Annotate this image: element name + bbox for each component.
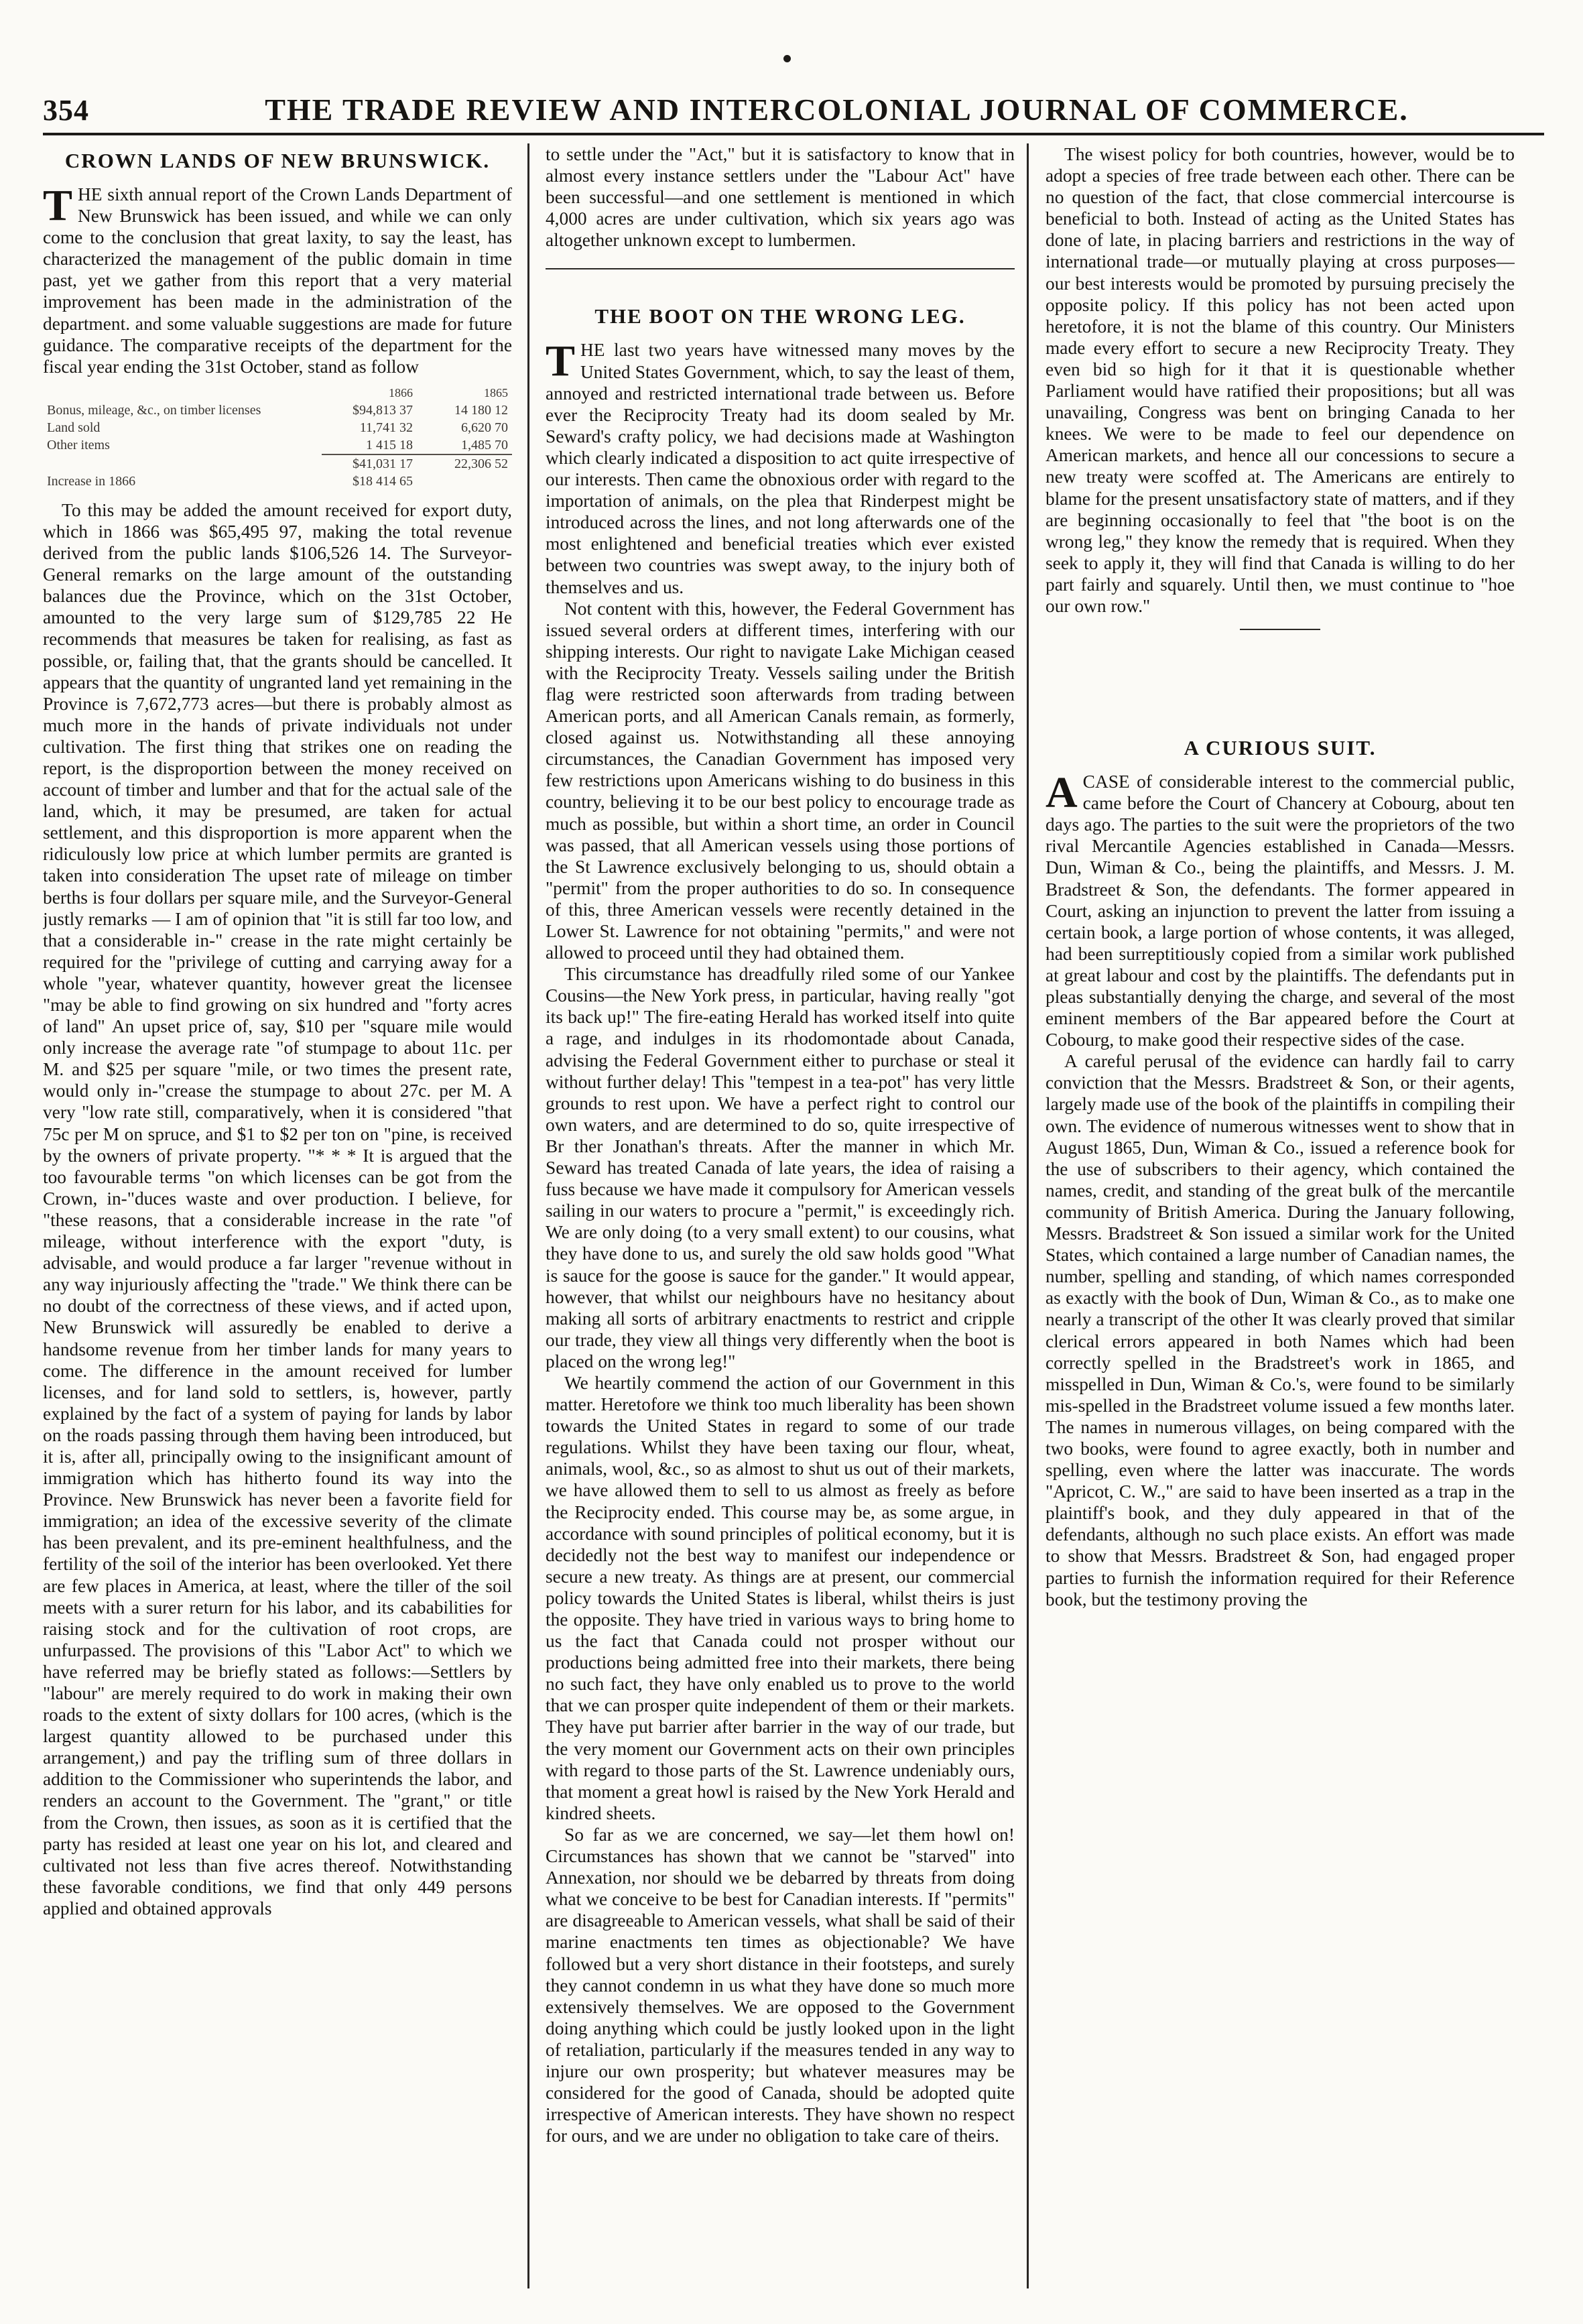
table-total-row — [43, 454, 512, 473]
article-crown-lands — [43, 149, 512, 1919]
table-header: 1866 — [389, 385, 413, 400]
table-cell: Land sold — [47, 420, 101, 435]
table-cell: Bonus, mileage, &c., on timber licenses — [47, 402, 261, 418]
table-cell: 22,306 52 — [417, 454, 512, 473]
column-rule — [527, 143, 529, 2288]
article-paragraph: to settle under the "Act," but it is satisfactory to know that in almost every instance settlers under the "Labour Act" have been successful—and one settlement is mentioned in which 4,000 acres are under cultivation, which six years ago was altogether unknown except to lumbermen. — [546, 144, 1015, 251]
table-header: 1865 — [484, 385, 508, 400]
table-row — [43, 402, 512, 419]
journal-title: THE TRADE REVIEW AND INTERCOLONIAL JOURNAL OF COMMERCE. — [265, 93, 1409, 127]
column-2 — [546, 143, 1015, 2295]
table-header-row — [43, 384, 512, 402]
column-1 — [43, 143, 512, 2295]
article-paragraph: Not content with this, however, the Federal Government has issued several orders at different times, interfering with our shipping interests. Our right to navigate Lake Michigan ceased with the Reciprocity Treaty. Vessels sailing under the British flag were restricted soon afterwards from trading between American ports, and all American Canals remain, as formerly, closed against us. Notwithstanding all these annoying circumstances, the Canadian Government has imposed very few restrictions upon Americans wishing to do business in this country, believing it to be our best policy to encourage trade as much as possible, but within a short time, an order in Council was passed, that all American vessels using those portions of the St Lawrence exclusively belonging to us, should obtain a "permit" from the proper authorities to do so. In consequence of this, three American vessels were recently detained in the Lower St. Lawrence for not obtaining "permits," and were not allowed to proceed until they had obtained them. — [546, 598, 1015, 963]
article-paragraph: To this may be added the amount received for export duty, which in 1866 was $65,495 97, making the total revenue derived from the public lands $106,526 14. The Surveyor-General remarks on the large amount of the outstanding balances due the Province, which on the 31st October, amounted to the very large sum of $129,785 22 He recommends that measures be taken for realising, as fast as possible, or, failing that, that the grants should be cancelled. It appears that the quantity of ungranted land yet remaining in the Province is 7,672,773 acres—but there is probably almost as much more in the hands of private individuals not under cultivation. The first thing that strikes one on reading the report, is the disproportion between the money received on account of timber and lumber and that for the actual sale of the land, which, it may be presumed, are taken for actual settlement, and this disproportion is more apparent when the ridiculously low price at which lumber permits are granted is taken into consideration The upset rate of mileage on timber berths is four dollars per square mile, and the Surveyor-General justly remarks — I am of opinion that "it is still far too low, and that a considerable in-" crease in the rate might certainly be required for the "privilege of cutting and carrying away for a whole "year, whatever quantity, however great the licensee "may be able to find growing on six hundred and "forty acres of land" An upset price of, say, $10 per "square mile would only increase the average rate "of stumpage to about 11c. per M. and $25 per square "mile, or two times the present rate, would only in-"crease the stumpage to about 27c. per M. A very "low rate still, comparatively, when it is considered "that 75c per M on spruce, and $1 to $2 per ton on "pine, is received by the owners of private property. "* * * It is argued that the too favourable terms "on which licenses can be got from the Crown, in-"duces waste and over production. I believe, for "these reasons, that a considerable increase in the rate "of mileage, without interference with the export "duty, is advisable, and would produce a far larger "revenue without in any way injuriously affecting the "trade." We think there can be no doubt of the correctness of these views, and if acted upon, New Brunswick will assuredly be enabled to derive a handsome revenue from her timber lands for many years to come. The difference in the amount received for lumber licenses, and for land sold to settlers, is, however, partly explained by the fact of a system of paying for lands by labor on the roads passing through them having been introduced, but it is, after all, principally owing to the insignificant amount of immigration which has hitherto found its way into the Province. New Brunswick has never been a favorite field for immigration; an idea of the excessive severity of the climate has been prevalent, and its pre-eminent healthfulness, and the fertility of the soil of the interior has been overlooked. Yet there are few places in America, at least, where the tiller of the soil meets with a surer return for his labor, and its cababilities for raising stock and for the cultivation of root crops, are unfurpassed. The provisions of this "Labor Act" to which we have referred may be briefly stated as follows:—Settlers by "labour" are merely required to do work in making their own roads to the extent of sixty dollars for 100 acres, (which is the largest quantity allowed to be purchased under this arrangement,) and pay the trifling sum of three dollars in addition to the Commissioner who superintends the labor, and renders an account to the Government. The "grant," or title from the Crown, then issues, as soon as it is certified that the party has resided at least one year on his lot, and cleared and cultivated not less than five acres thereof. Notwithstanding these favorable conditions, we find that only 449 persons applied and obtained approvals — [43, 499, 512, 1918]
table-cell: 11,741 32 — [359, 420, 413, 435]
table-cell: Increase in 1866 — [47, 473, 136, 489]
table-cell: 6,620 70 — [461, 420, 508, 435]
article-paragraph: ACASE of considerable interest to the commercial public, came before the Court of Chancery at Cobourg, about ten days ago. The parties to the suit were the proprietors of the two rival Mercantile Agencies established in Canada—Messrs. Dun, Wiman & Co., being the plaintiffs, and Messrs. J. M. Bradstreet & Son, the defendants. The former appeared in Court, asking an injunction to prevent the latter from issuing a certain book, a large portion of whose contents, it was alleged, had been surreptitiously copied from a similar work published at great labour and cost by the plaintiffs. The defendants put in pleas substantially denying the charge, and several of the most eminent members of the Bar appeared before the Court at Cobourg, to make good their respective sides of the case. — [1046, 768, 1515, 1050]
table-cell: 1,485 70 — [461, 437, 508, 452]
article-paragraph: THE last two years have witnessed many moves by the United States Government, which, to say the least of them, annoyed and restricted international trade between us. Before ever the Reciprocity Treaty had its doom sealed by Mr. Seward's crafty policy, we had decisions made at Washington which clearly indicated a disposition to act quite irrespective of our interests. Then came the obnoxious order with regard to the importation of animals, on the plea that Rinderpest might be introduced across the lines, and not long afterwards one of the most enlightened and beneficial treaties which ever existed between two countries was swept away, to the injury both of themselves and us. — [546, 337, 1015, 597]
table-row — [43, 473, 512, 490]
table-cell: $18 414 65 — [353, 473, 413, 489]
article-paragraph: This circumstance has dreadfully riled some of our Yankee Cousins—the New York press, in particular, having really "got its back up!" The fire-eating Herald has worked itself into quite a rage, and indulges in its rhodomontade about Canada, advising the Federal Government either to purchase or steal it without further delay! This "tempest in a tea-pot" has very little grounds to rest upon. We have a perfect right to control our own waters, and are determined to do so, quite irrespective of Br ther Jonathan's threats. After the manner in which Mr. Seward has treated Canada of late years, the idea of raising a fuss because we have made it compulsory for American vessels sailing in our waters to procure a "permit," is exceedingly rich. We are only doing (to a very small extent) to our cousins, what they have done to us, and surely the old saw holds good "What is sauce for the goose is sauce for the gander." It would appear, however, that whilst our neighbours have no hesitancy about making all sorts of arbitrary enactments to restrict and cripple our trade, they view all things very differently when the boot is placed on the wrong leg!" — [546, 964, 1015, 1371]
article-paragraph: So far as we are concerned, we say—let them howl on! Circumstances has shown that we cannot be "starved" into Annexation, nor should we be debarred by threats from doing what we conceive to be best for Canadian interests. If "permits" are disagreeable to American vessels, what shall be said of their marine enactments ten times as objectionable? We have followed but a very short distance in their footsteps, and surely they cannot condemn in us what they have done so much more extensively themselves. We are opposed to the Government doing anything which could be justly looked upon in the light of retaliation, particularly if the measures tended in any way to injure our own prosperity; but whatever measures may be considered for the good of Canada, should be adopted quite irrespective of American interests. They have shown no respect for ours, and we are under no obligation to take care of theirs. — [546, 1824, 1015, 2146]
table-cell: 1 415 18 — [366, 437, 413, 452]
table-cell: 14 180 12 — [454, 402, 508, 418]
ink-dot — [783, 55, 791, 62]
article-paragraph: A careful perusal of the evidence can hardly fail to carry conviction that the Messrs. Bradstreet & Son, or their agents, largely made use of the book of the plaintiffs in compiling their own. The evidence of numerous witnesses went to show that in August 1865, Dun, Wiman & Co., issued a reference book for the use of subscribers to their agency, which contained the names, credit, and standing of the great bulk of the mercantile community of British America. During the January following, Messrs. Bradstreet & Son issued a similar work for the United States, which contained a large number of Canadian names, the number, spelling and standing, of which names corresponded as exactly with the book of Dun, Wiman & Co., as to make one nearly a transcript of the other It was clearly proved that similar clerical errors appeared in both Names which had been correctly spelled in the Bradstreet's work in 1865, and misspelled in Dun, Wiman & Co.'s, were found to be similarly mis-spelled in the Bradstreet volume issued a few months later. The names in numerous villages, on being compared with the two books, were found to agree exactly, both in number and spelling, even where the latter was inaccurate. The words "Apricot, C. W.," are said to have been inserted as a trap in the plaintiff's book, and they duly appeared in that of the defendants, although no such place exists. An effort was made to show that Messrs. Bradstreet & Son, had engaged proper parties to furnish the information required for their Reference book, but the testimony proving the — [1046, 1051, 1515, 1609]
table-cell: $94,813 37 — [353, 402, 413, 418]
article-title: A CURIOUS SUIT. — [1184, 736, 1377, 760]
article-paragraph: THE sixth annual report of the Crown Lands Department of New Brunswick has been issued, and while we can only come to the conclusion that great laxity, to say the least, has characterized the management of the public domain in time past, yet we gather from this report that a very material improvement has been made in the administration of the department. and some valuable suggestions are made for future guidance. The comparative receipts of the department for the fiscal year ending the 31st October, stand as follow — [43, 181, 512, 377]
column-3 — [1046, 143, 1515, 2295]
article-curious-suit — [1046, 736, 1515, 1610]
table-cell: $41,031 17 — [322, 454, 417, 473]
article-title: THE BOOT ON THE WRONG LEG. — [594, 304, 966, 328]
page-number: 354 — [43, 94, 89, 127]
article-title: CROWN LANDS OF NEW BRUNSWICK. — [64, 149, 491, 172]
article-boot-wrong-leg — [546, 304, 1015, 2146]
column-rule — [1027, 143, 1029, 2288]
revenue-table — [43, 384, 512, 490]
page-header — [43, 83, 1544, 135]
article-paragraph: We heartily commend the action of our Government in this matter. Heretofore we think too much liberality has been shown towards the United States in regard to some of our trade regulations. Whilst they have been taxing our flour, wheat, animals, wool, &c., so as almost to shut us out of their markets, we have allowed them to sell to us almost as freely as before the Reciprocity ended. This course may be, as some argue, in accordance with sound principles of political economy, but it is decidedly not the best way to manifest our independence or secure a new treaty. As things are at present, our commercial policy towards the United States is liberal, whilst theirs is just the opposite. They have tried in various ways to bring home to us the fact that Canada could not prosper without our productions being admitted free into their markets, there being no such fact, they have only enabled us to prove to the world that we can prosper quite independent of them or their markets. They have put barrier after barrier in the way of our trade, but the very moment our Government acts on their own principles with regard to those parts of the St. Lawrence undeniably ours, that moment a great howl is raised by the New York Herald and kindred sheets. — [546, 1372, 1015, 1823]
table-row — [43, 436, 512, 454]
article-paragraph: The wisest policy for both countries, however, would be to adopt a species of free trade between each other. There can be no question of the fact, that close commercial intercourse is beneficial to both. Instead of acting as the United States has done of late, in placing barriers and restrictions in the way of international trade—or mutually playing at cross purposes—our best interests would be promoted by pursuing precisely the opposite policy. If this policy has not been acted upon heretofore, it is not the blame of this country. Our Ministers made every effort to secure a new Reciprocity Treaty. They even bid so high for it that it is questionable whether Parliament would have ratified their propositions; but all was unavailing, Congress was bent on bringing Canada to her knees. We were to be made to feel our dependence on American markets, and hence all our concessions to secure a new treaty were scoffed at. The Americans are entirely to blame for the present unsatisfactory state of matters, and if they are beginning occasionally to feel that "the boot is on the wrong leg," they know the remedy that is required. When they seek to apply it, they will find that Canada is willing to do her part fairly and squarely. Until then, we must continue to "hoe our own row." — [1046, 144, 1515, 616]
table-cell: Other items — [47, 437, 110, 452]
table-row — [43, 419, 512, 436]
